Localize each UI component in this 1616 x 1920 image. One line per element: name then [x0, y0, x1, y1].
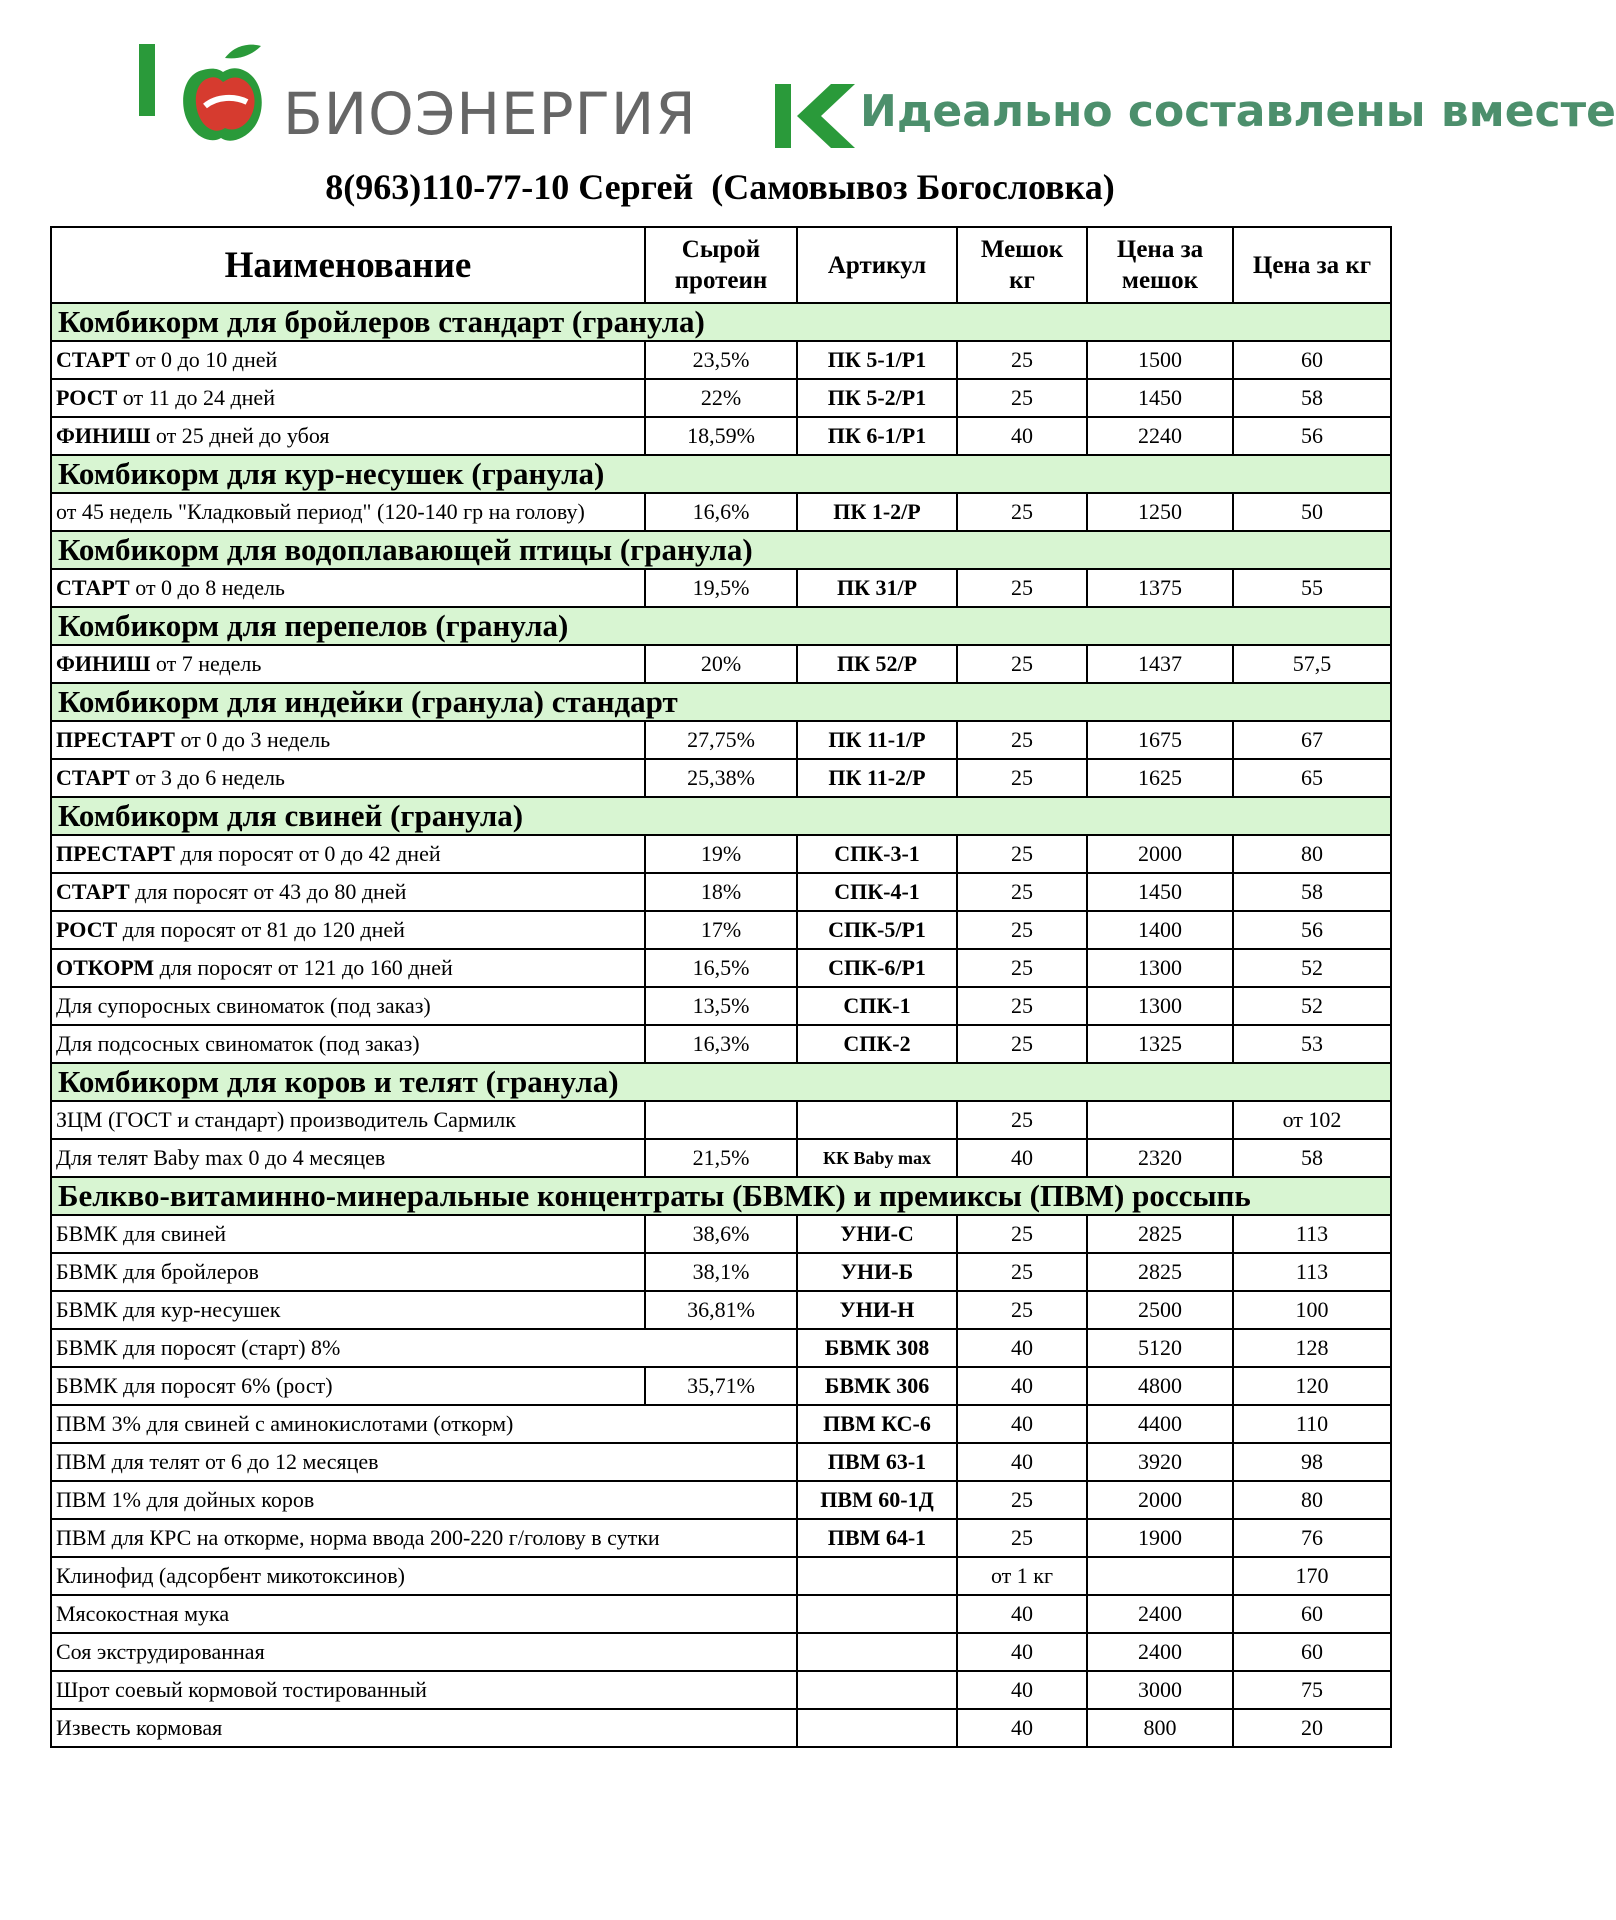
section-title: Комбикорм для бройлеров стандарт (гранула) — [51, 303, 1391, 341]
price-kg-cell: 58 — [1233, 1139, 1391, 1177]
bag-weight-cell: 40 — [957, 1595, 1087, 1633]
article-cell: ПК 5-1/Р1 — [797, 341, 957, 379]
price-bag-cell: 800 — [1087, 1709, 1233, 1747]
product-description: от 3 до 6 недель — [129, 765, 285, 790]
price-bag-cell: 3920 — [1087, 1443, 1233, 1481]
table-row — [51, 569, 1391, 607]
bag-weight-cell: 25 — [957, 759, 1087, 797]
table-row — [51, 493, 1391, 531]
price-bag-cell — [1087, 1557, 1233, 1595]
price-table — [50, 226, 1392, 1748]
price-kg-cell: 120 — [1233, 1367, 1391, 1405]
product-stage: ФИНИШ — [56, 423, 151, 448]
article-cell: КК Baby max — [797, 1139, 957, 1177]
product-name — [51, 569, 645, 607]
table-row — [51, 341, 1391, 379]
table-row — [51, 835, 1391, 873]
product-description: для поросят от 81 до 120 дней — [117, 917, 405, 942]
product-description: от 45 недель "Кладковый период" (120-140 гр на голову) — [56, 499, 585, 524]
product-stage: СТАРТ — [56, 575, 130, 600]
table-row — [51, 1481, 1391, 1519]
article-cell: БВМК 306 — [797, 1367, 957, 1405]
price-kg-cell: 76 — [1233, 1519, 1391, 1557]
product-description: БВМК для поросят (старт) 8% — [56, 1335, 341, 1360]
price-bag-cell: 1450 — [1087, 873, 1233, 911]
table-row — [51, 1671, 1391, 1709]
product-description: Для телят Baby max 0 до 4 месяцев — [56, 1145, 386, 1170]
product-description: ЗЦМ (ГОСТ и стандарт) производитель Сармилк — [56, 1107, 516, 1132]
protein-cell: 16,6% — [645, 493, 797, 531]
section-row — [51, 1063, 1391, 1101]
price-bag-cell: 1250 — [1087, 493, 1233, 531]
bag-weight-cell: 25 — [957, 721, 1087, 759]
product-stage: ФИНИШ — [56, 651, 151, 676]
table-row — [51, 1595, 1391, 1633]
product-description: ПВМ 1% для дойных коров — [56, 1487, 315, 1512]
price-bag-cell: 2825 — [1087, 1253, 1233, 1291]
brand-logo — [135, 40, 1616, 150]
price-bag-cell: 2000 — [1087, 835, 1233, 873]
product-description: для поросят от 121 до 160 дней — [154, 955, 453, 980]
logo-bar-icon — [139, 44, 155, 116]
protein-cell: 20% — [645, 645, 797, 683]
price-table-body — [51, 303, 1391, 1747]
bag-weight-cell: 25 — [957, 1215, 1087, 1253]
article-cell: СПК-5/Р1 — [797, 911, 957, 949]
product-stage: СТАРТ — [56, 765, 130, 790]
bag-weight-cell: 25 — [957, 569, 1087, 607]
product-description: ПВМ для телят от 6 до 12 месяцев — [56, 1449, 379, 1474]
price-kg-cell: от 102 — [1233, 1101, 1391, 1139]
product-name — [51, 1025, 645, 1063]
product-stage: ПРЕСТАРТ — [56, 727, 175, 752]
table-row — [51, 1329, 1391, 1367]
section-row — [51, 455, 1391, 493]
header-protein: Сырой протеин — [645, 227, 797, 303]
bag-weight-cell: 40 — [957, 417, 1087, 455]
protein-cell: 25,38% — [645, 759, 797, 797]
product-name — [51, 1367, 645, 1405]
price-bag-cell: 1375 — [1087, 569, 1233, 607]
section-row — [51, 607, 1391, 645]
protein-cell: 18% — [645, 873, 797, 911]
product-name — [51, 1139, 645, 1177]
price-bag-cell: 1900 — [1087, 1519, 1233, 1557]
protein-cell: 22% — [645, 379, 797, 417]
price-bag-cell: 2400 — [1087, 1633, 1233, 1671]
product-description: от 25 дней до убоя — [150, 423, 330, 448]
price-kg-cell: 53 — [1233, 1025, 1391, 1063]
header-price-bag: Цена за мешок — [1087, 227, 1233, 303]
product-name — [51, 1671, 797, 1709]
product-name — [51, 911, 645, 949]
article-cell: СПК-2 — [797, 1025, 957, 1063]
table-row — [51, 417, 1391, 455]
article-cell: УНИ-Н — [797, 1291, 957, 1329]
article-cell: СПК-1 — [797, 987, 957, 1025]
table-row — [51, 1215, 1391, 1253]
article-cell — [797, 1101, 957, 1139]
product-description: от 7 недель — [150, 651, 262, 676]
product-description: ПВМ 3% для свиней с аминокислотами (откорм) — [56, 1411, 514, 1436]
article-cell — [797, 1595, 957, 1633]
table-row — [51, 911, 1391, 949]
protein-cell: 19,5% — [645, 569, 797, 607]
article-cell — [797, 1633, 957, 1671]
product-description: Для подсосных свиноматок (под заказ) — [56, 1031, 420, 1056]
section-row — [51, 303, 1391, 341]
header-article: Артикул — [797, 227, 957, 303]
table-row — [51, 1291, 1391, 1329]
product-name — [51, 1709, 797, 1747]
table-row — [51, 1367, 1391, 1405]
price-bag-cell: 1450 — [1087, 379, 1233, 417]
product-name — [51, 873, 645, 911]
article-cell: ПВМ 63-1 — [797, 1443, 957, 1481]
article-cell — [797, 1709, 957, 1747]
product-stage: ПРЕСТАРТ — [56, 841, 175, 866]
price-kg-cell: 20 — [1233, 1709, 1391, 1747]
bag-weight-cell: 25 — [957, 1291, 1087, 1329]
article-cell: ПК 1-2/Р — [797, 493, 957, 531]
product-name — [51, 759, 645, 797]
price-kg-cell: 60 — [1233, 1595, 1391, 1633]
article-cell — [797, 1671, 957, 1709]
article-cell: ПВМ 60-1Д — [797, 1481, 957, 1519]
table-row — [51, 1101, 1391, 1139]
protein-cell: 38,6% — [645, 1215, 797, 1253]
section-title: Комбикорм для коров и телят (гранула) — [51, 1063, 1391, 1101]
price-bag-cell: 1625 — [1087, 759, 1233, 797]
article-cell: УНИ-Б — [797, 1253, 957, 1291]
price-kg-cell: 128 — [1233, 1329, 1391, 1367]
article-cell: ПК 11-2/Р — [797, 759, 957, 797]
section-title: Белкво-витаминно-минеральные концентраты (БВМК) и премиксы (ПВМ) россыпь — [51, 1177, 1391, 1215]
product-name — [51, 1443, 797, 1481]
bag-weight-cell: 25 — [957, 987, 1087, 1025]
price-bag-cell: 2240 — [1087, 417, 1233, 455]
price-bag-cell: 4400 — [1087, 1405, 1233, 1443]
article-cell: БВМК 308 — [797, 1329, 957, 1367]
header-bag: Мешок кг — [957, 227, 1087, 303]
product-name — [51, 1519, 797, 1557]
article-cell — [797, 1557, 957, 1595]
article-cell: ПК 5-2/Р1 — [797, 379, 957, 417]
product-name — [51, 835, 645, 873]
price-kg-cell: 60 — [1233, 1633, 1391, 1671]
price-kg-cell: 80 — [1233, 835, 1391, 873]
product-description: от 0 до 3 недель — [174, 727, 331, 752]
bag-weight-cell: 25 — [957, 379, 1087, 417]
product-name — [51, 1595, 797, 1633]
product-description: ПВМ для КРС на откорме, норма ввода 200-220 г/голову в сутки — [56, 1525, 660, 1550]
table-row — [51, 1557, 1391, 1595]
bag-weight-cell: 25 — [957, 1025, 1087, 1063]
table-row — [51, 379, 1391, 417]
protein-cell: 23,5% — [645, 341, 797, 379]
protein-cell: 13,5% — [645, 987, 797, 1025]
price-kg-cell: 113 — [1233, 1253, 1391, 1291]
table-row — [51, 1253, 1391, 1291]
bag-weight-cell: 25 — [957, 949, 1087, 987]
table-row — [51, 1025, 1391, 1063]
price-bag-cell: 3000 — [1087, 1671, 1233, 1709]
product-name — [51, 645, 645, 683]
product-name — [51, 1253, 645, 1291]
product-description: Известь кормовая — [56, 1715, 223, 1740]
article-cell: СПК-6/Р1 — [797, 949, 957, 987]
price-kg-cell: 80 — [1233, 1481, 1391, 1519]
protein-cell: 38,1% — [645, 1253, 797, 1291]
article-cell: СПК-4-1 — [797, 873, 957, 911]
protein-cell: 16,3% — [645, 1025, 797, 1063]
bag-weight-cell: 40 — [957, 1139, 1087, 1177]
article-cell: ПК 11-1/Р — [797, 721, 957, 759]
product-name — [51, 417, 645, 455]
product-description: БВМК для бройлеров — [56, 1259, 259, 1284]
header-price-kg: Цена за кг — [1233, 227, 1391, 303]
bag-weight-cell: 40 — [957, 1405, 1087, 1443]
product-description: для поросят от 0 до 42 дней — [174, 841, 441, 866]
price-kg-cell: 58 — [1233, 379, 1391, 417]
product-name — [51, 341, 645, 379]
table-header-row — [51, 227, 1391, 303]
product-name — [51, 1481, 797, 1519]
price-bag-cell: 1300 — [1087, 949, 1233, 987]
section-row — [51, 531, 1391, 569]
article-cell: ПК 6-1/Р1 — [797, 417, 957, 455]
table-row — [51, 1633, 1391, 1671]
article-cell: СПК-3-1 — [797, 835, 957, 873]
k-arrow-icon — [775, 84, 855, 148]
article-cell: ПВМ КС-6 — [797, 1405, 957, 1443]
product-stage: СТАРТ — [56, 347, 130, 372]
table-row — [51, 1519, 1391, 1557]
product-name — [51, 987, 645, 1025]
product-description: БВМК для поросят 6% (рост) — [56, 1373, 333, 1398]
article-cell: ПК 52/Р — [797, 645, 957, 683]
price-bag-cell: 1400 — [1087, 911, 1233, 949]
price-kg-cell: 52 — [1233, 987, 1391, 1025]
protein-cell — [645, 1101, 797, 1139]
price-kg-cell: 110 — [1233, 1405, 1391, 1443]
price-kg-cell: 56 — [1233, 417, 1391, 455]
price-kg-cell: 55 — [1233, 569, 1391, 607]
price-bag-cell: 1500 — [1087, 341, 1233, 379]
table-row — [51, 1709, 1391, 1747]
product-description: от 11 до 24 дней — [117, 385, 275, 410]
price-kg-cell: 50 — [1233, 493, 1391, 531]
apple-icon — [175, 40, 271, 146]
product-name — [51, 1633, 797, 1671]
product-description: БВМК для кур-несушек — [56, 1297, 281, 1322]
price-bag-cell: 1437 — [1087, 645, 1233, 683]
product-stage: РОСТ — [56, 917, 118, 942]
product-description: Для супоросных свиноматок (под заказ) — [56, 993, 431, 1018]
price-bag-cell — [1087, 1101, 1233, 1139]
product-name — [51, 1215, 645, 1253]
price-kg-cell: 100 — [1233, 1291, 1391, 1329]
bag-weight-cell: 25 — [957, 1481, 1087, 1519]
protein-cell: 17% — [645, 911, 797, 949]
bag-weight-cell: 25 — [957, 873, 1087, 911]
price-kg-cell: 98 — [1233, 1443, 1391, 1481]
table-row — [51, 759, 1391, 797]
product-name — [51, 379, 645, 417]
product-name — [51, 721, 645, 759]
product-description: Соя экструдированная — [56, 1639, 265, 1664]
table-row — [51, 645, 1391, 683]
bag-weight-cell: 40 — [957, 1709, 1087, 1747]
product-stage: РОСТ — [56, 385, 118, 410]
bag-weight-cell: 40 — [957, 1329, 1087, 1367]
bag-weight-cell: от 1 кг — [957, 1557, 1087, 1595]
product-description: от 0 до 10 дней — [129, 347, 278, 372]
section-title: Комбикорм для кур-несушек (гранула) — [51, 455, 1391, 493]
bag-weight-cell: 25 — [957, 835, 1087, 873]
price-kg-cell: 52 — [1233, 949, 1391, 987]
bag-weight-cell: 25 — [957, 911, 1087, 949]
price-bag-cell: 2825 — [1087, 1215, 1233, 1253]
article-cell: ПВМ 64-1 — [797, 1519, 957, 1557]
protein-cell: 16,5% — [645, 949, 797, 987]
table-row — [51, 721, 1391, 759]
table-row — [51, 1405, 1391, 1443]
bag-weight-cell: 25 — [957, 1253, 1087, 1291]
section-title: Комбикорм для свиней (гранула) — [51, 797, 1391, 835]
table-row — [51, 949, 1391, 987]
price-bag-cell: 2000 — [1087, 1481, 1233, 1519]
price-kg-cell: 57,5 — [1233, 645, 1391, 683]
bag-weight-cell: 25 — [957, 645, 1087, 683]
protein-cell: 27,75% — [645, 721, 797, 759]
bag-weight-cell: 40 — [957, 1633, 1087, 1671]
product-name — [51, 1405, 797, 1443]
brand-slogan: Идеально составлены вместе — [860, 86, 1616, 137]
bag-weight-cell: 25 — [957, 341, 1087, 379]
contact-line: 8(963)110-77-10 Сергей (Самовывоз Богословка) — [325, 167, 1115, 207]
price-bag-cell: 1675 — [1087, 721, 1233, 759]
price-kg-cell: 67 — [1233, 721, 1391, 759]
section-row — [51, 683, 1391, 721]
bag-weight-cell: 25 — [957, 1101, 1087, 1139]
product-description: Клинофид (адсорбент микотоксинов) — [56, 1563, 405, 1588]
table-row — [51, 873, 1391, 911]
bag-weight-cell: 40 — [957, 1671, 1087, 1709]
table-row — [51, 987, 1391, 1025]
bag-weight-cell: 40 — [957, 1443, 1087, 1481]
table-row — [51, 1139, 1391, 1177]
product-name — [51, 493, 645, 531]
price-kg-cell: 75 — [1233, 1671, 1391, 1709]
protein-cell: 19% — [645, 835, 797, 873]
protein-cell: 18,59% — [645, 417, 797, 455]
product-stage: ОТКОРМ — [56, 955, 155, 980]
article-cell: УНИ-С — [797, 1215, 957, 1253]
product-name — [51, 1101, 645, 1139]
header-name: Наименование — [51, 227, 645, 303]
price-kg-cell: 56 — [1233, 911, 1391, 949]
price-kg-cell: 113 — [1233, 1215, 1391, 1253]
product-stage: СТАРТ — [56, 879, 130, 904]
product-description: Мясокостная мука — [56, 1601, 230, 1626]
section-title: Комбикорм для водоплавающей птицы (гранула) — [51, 531, 1391, 569]
price-kg-cell: 58 — [1233, 873, 1391, 911]
price-kg-cell: 60 — [1233, 341, 1391, 379]
bag-weight-cell: 25 — [957, 493, 1087, 531]
protein-cell: 21,5% — [645, 1139, 797, 1177]
price-bag-cell: 1300 — [1087, 987, 1233, 1025]
product-description: для поросят от 43 до 80 дней — [129, 879, 407, 904]
product-description: Шрот соевый кормовой тостированный — [56, 1677, 427, 1702]
price-kg-cell: 65 — [1233, 759, 1391, 797]
price-bag-cell: 2400 — [1087, 1595, 1233, 1633]
product-name — [51, 1291, 645, 1329]
price-bag-cell: 2500 — [1087, 1291, 1233, 1329]
bag-weight-cell: 25 — [957, 1519, 1087, 1557]
price-bag-cell: 2320 — [1087, 1139, 1233, 1177]
product-description: от 0 до 8 недель — [129, 575, 285, 600]
protein-cell: 36,81% — [645, 1291, 797, 1329]
price-bag-cell: 4800 — [1087, 1367, 1233, 1405]
brand-name: БИОЭНЕРГИЯ — [283, 80, 697, 148]
article-cell: ПК 31/Р — [797, 569, 957, 607]
table-row — [51, 1443, 1391, 1481]
section-row — [51, 1177, 1391, 1215]
section-title: Комбикорм для индейки (гранула) стандарт — [51, 683, 1391, 721]
product-name — [51, 1329, 797, 1367]
product-name — [51, 949, 645, 987]
section-title: Комбикорм для перепелов (гранула) — [51, 607, 1391, 645]
product-name — [51, 1557, 797, 1595]
protein-cell: 35,71% — [645, 1367, 797, 1405]
product-description: БВМК для свиней — [56, 1221, 227, 1246]
price-bag-cell: 1325 — [1087, 1025, 1233, 1063]
price-kg-cell: 170 — [1233, 1557, 1391, 1595]
section-row — [51, 797, 1391, 835]
bag-weight-cell: 40 — [957, 1367, 1087, 1405]
price-bag-cell: 5120 — [1087, 1329, 1233, 1367]
